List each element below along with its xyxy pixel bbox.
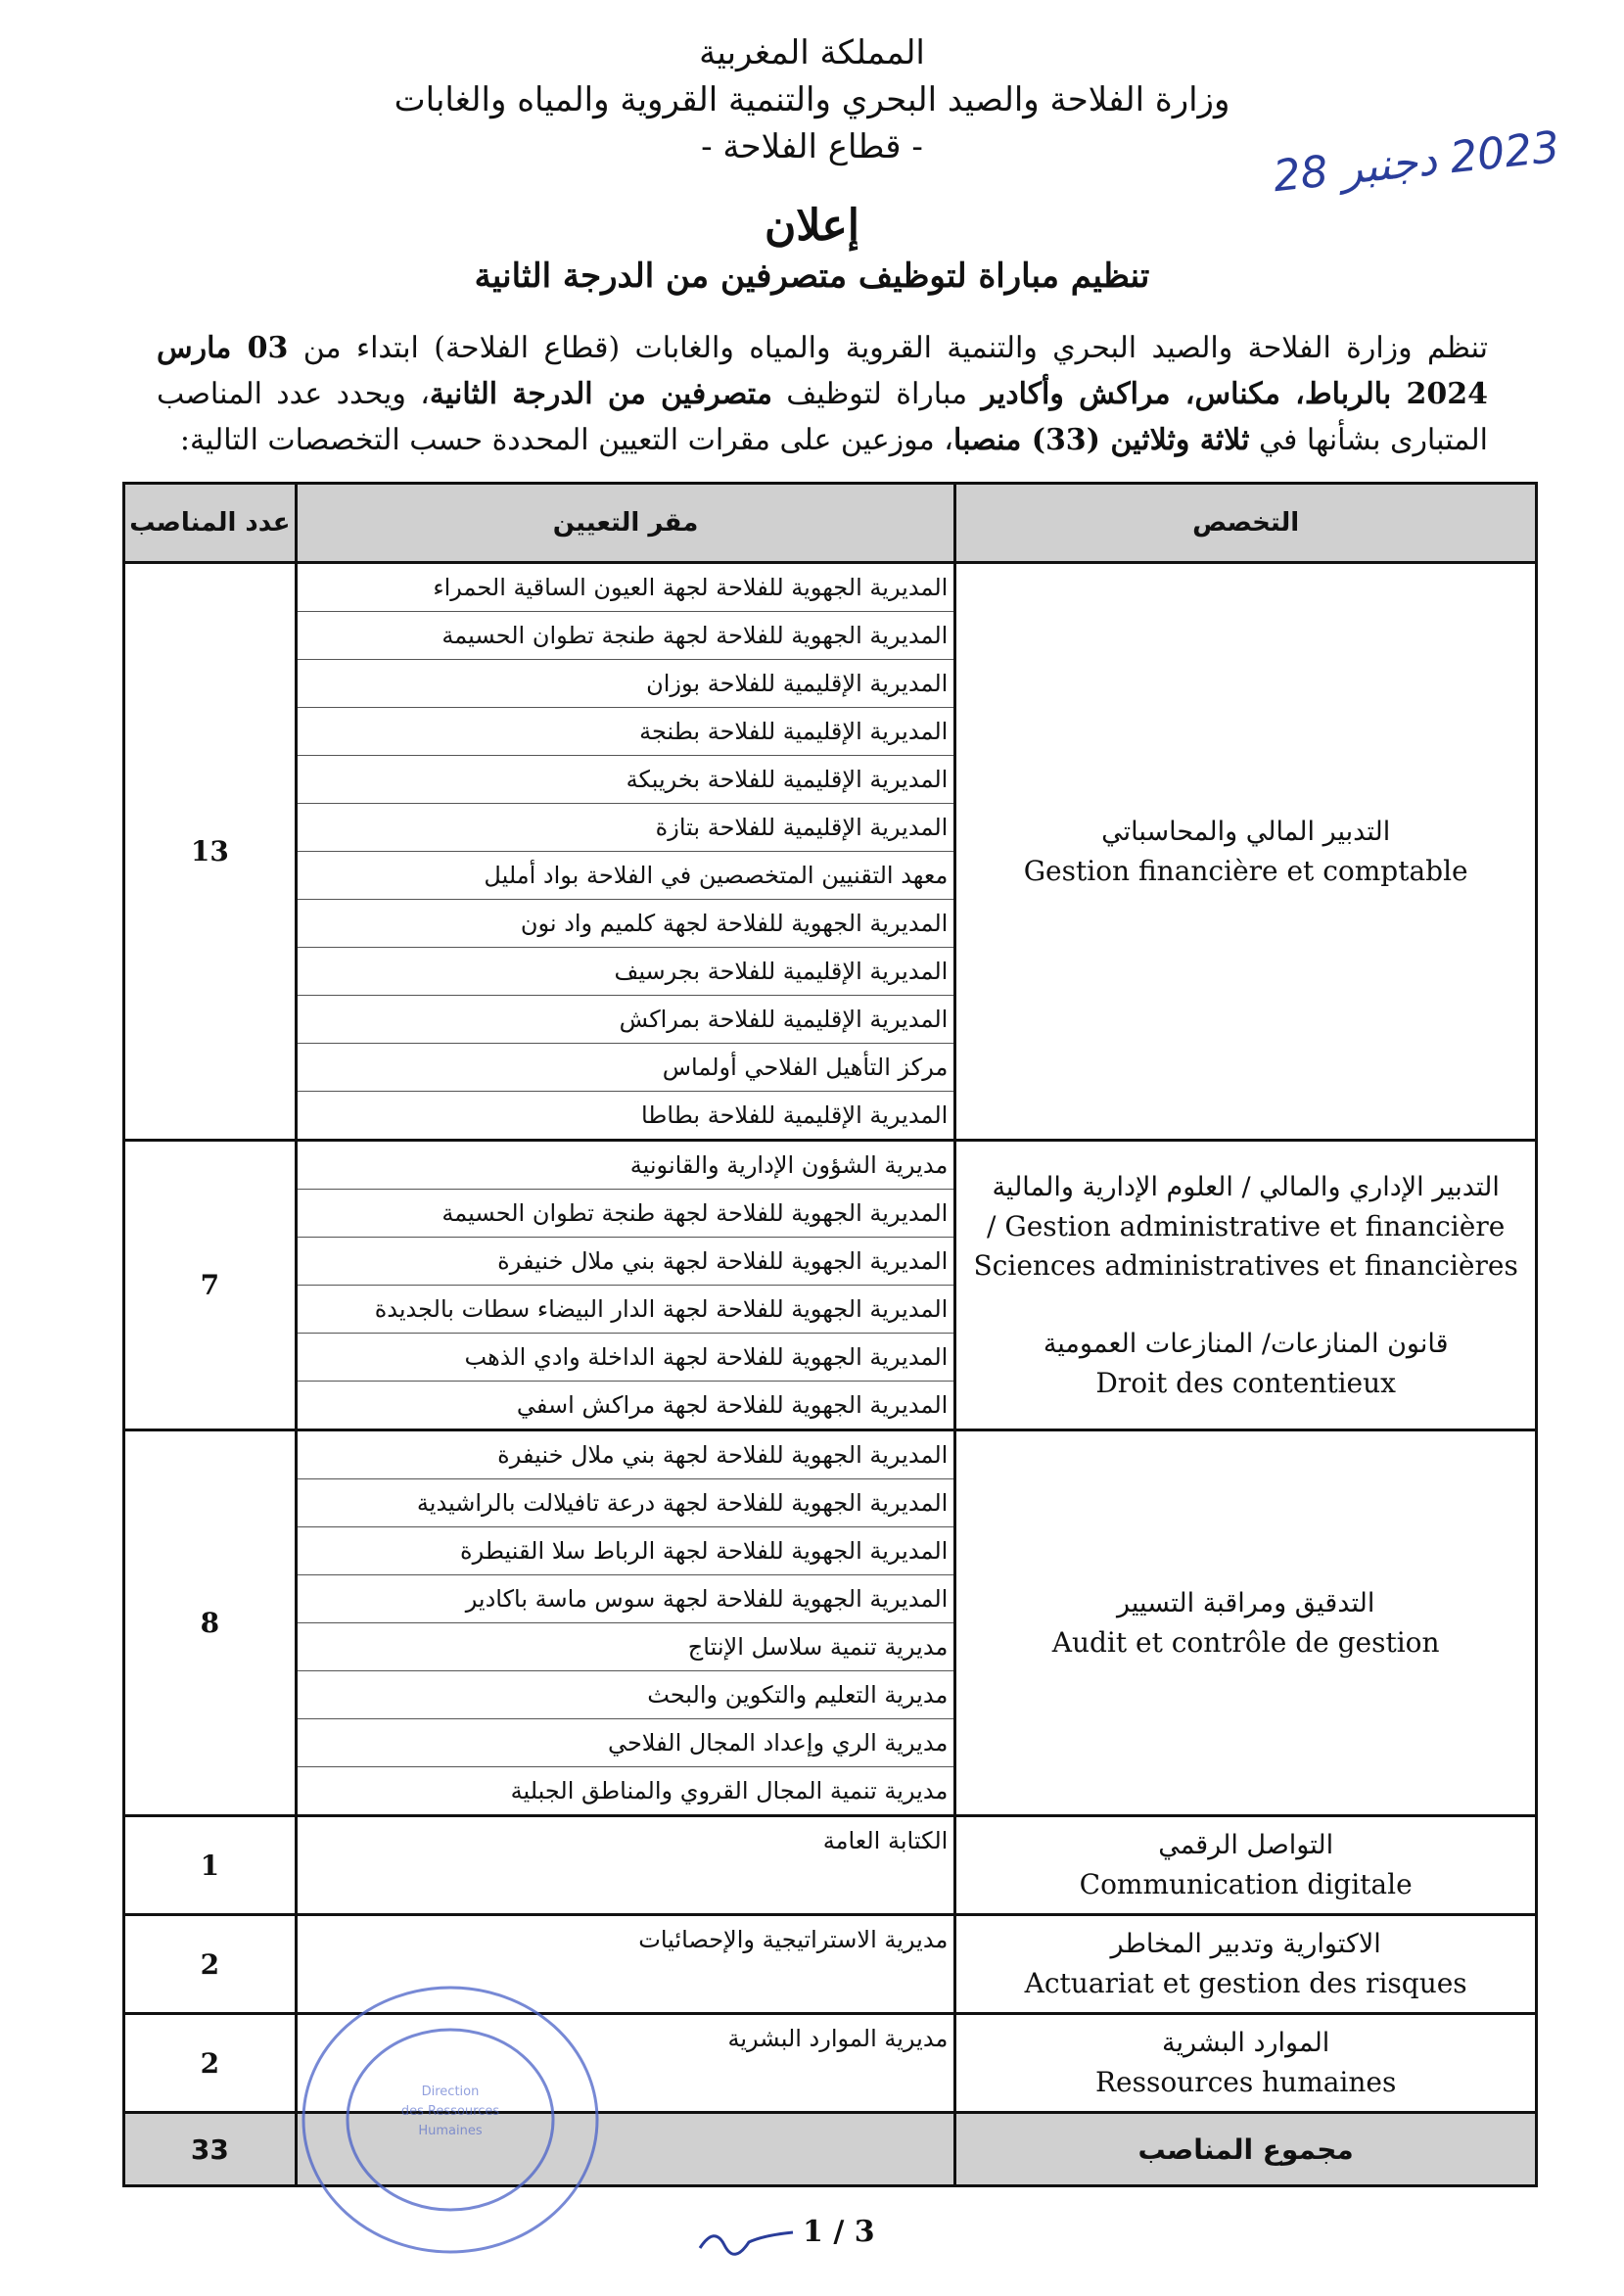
official-stamp — [294, 1978, 607, 2262]
total-count: 33 — [124, 2113, 297, 2186]
place-item: المديرية الإقليمية للفلاحة بمراكش — [298, 996, 954, 1044]
specialty-cell — [955, 1816, 1537, 1915]
kingdom-name: المملكة المغربية — [699, 33, 925, 72]
positions-table — [122, 482, 1538, 2187]
page-number: 1 / 3 — [803, 2215, 875, 2249]
specialty-ar: التدبير المالي والمحاسباتي — [1101, 816, 1391, 847]
table-header-row — [124, 484, 1537, 563]
place-item: المديرية الجهوية للفلاحة لجهة العيون الساقية الحمراء — [298, 564, 954, 612]
ministry-name: وزارة الفلاحة والصيد البحري والتنمية القروية والمياه والغابات — [394, 80, 1230, 119]
places-cell — [296, 1816, 955, 1915]
specialty-ar-2: قانون المنازعات/ المنازعات العمومية — [1043, 1328, 1449, 1359]
header-count: عدد المناصب — [124, 484, 297, 563]
header-place: مقر التعيين — [296, 484, 955, 563]
places-cell — [296, 1430, 955, 1816]
svg-text:Direction: Direction — [421, 2085, 480, 2099]
specialty-fr: Actuariat et gestion des risques — [1024, 1967, 1467, 1999]
place-item: مديرية الموارد البشرية — [727, 2025, 949, 2052]
count-cell: 13 — [124, 563, 297, 1141]
specialty-cell — [955, 1915, 1537, 2014]
intro-text-3: ، ويحدد عدد المناصب المتبارى بشأنها في — [157, 377, 1488, 457]
table-row — [124, 1816, 1537, 1915]
place-item: المديرية الجهوية للفلاحة لجهة طنجة تطوان الحسيمة — [298, 612, 954, 660]
place-item: مديرية التعليم والتكوين والبحث — [298, 1671, 954, 1719]
initials-signature — [695, 2221, 803, 2260]
place-item: المديرية الجهوية للفلاحة لجهة درعة تافيلالت بالراشيدية — [298, 1479, 954, 1527]
svg-text:Humaines: Humaines — [418, 2124, 483, 2138]
place-item: مركز التأهيل الفلاحي أولماس — [298, 1044, 954, 1092]
specialty-fr: Audit et contrôle de gestion — [1051, 1625, 1440, 1659]
specialty-fr: Gestion financière et comptable — [1023, 854, 1468, 887]
place-item: مديرية الاستراتيجية والإحصائيات — [638, 1926, 949, 1953]
intro-count: ثلاثة وثلاثين (33) منصبا — [952, 423, 1250, 457]
specialty-ar: التدبير الإداري والمالي / العلوم الإدارية والمالية — [992, 1171, 1500, 1202]
specialty-fr-2: Sciences administratives et financières — [973, 1248, 1518, 1282]
intro-date: 03 مارس 2024 — [157, 331, 1488, 411]
place-item: مديرية تنمية سلاسل الإنتاج — [298, 1623, 954, 1671]
handwritten-date: 2023 دجنبر 28 — [1271, 121, 1562, 203]
table-row — [124, 563, 1537, 1141]
intro-paragraph — [157, 325, 1488, 463]
sector-name: - قطاع الفلاحة - — [701, 127, 923, 166]
specialty-fr: Communication digitale — [1079, 1868, 1413, 1900]
place-item: المديرية الإقليمية للفلاحة بطنجة — [298, 708, 954, 756]
total-label: مجموع المناصب — [955, 2113, 1537, 2186]
place-item: مديرية الري وإعداد المجال الفلاحي — [298, 1719, 954, 1767]
place-item: المديرية الإقليمية للفلاحة بجرسيف — [298, 948, 954, 996]
announcement-title: إعلان — [764, 201, 860, 251]
table-row — [124, 1430, 1537, 1816]
place-item: المديرية الجهوية للفلاحة لجهة الداخلة وادي الذهب — [298, 1334, 954, 1382]
place-item: المديرية الجهوية للفلاحة لجهة بني ملال خنيفرة — [298, 1431, 954, 1479]
count-cell: 7 — [124, 1141, 297, 1430]
announcement-subtitle: تنظيم مباراة لتوظيف متصرفين من الدرجة الثانية — [474, 257, 1150, 296]
place-item: معهد التقنيين المتخصصين في الفلاحة بواد أمليل — [298, 852, 954, 900]
place-item: المديرية الجهوية للفلاحة لجهة الدار البيضاء سطات بالجديدة — [298, 1286, 954, 1334]
specialty-cell — [955, 1141, 1537, 1430]
places-cell — [296, 563, 955, 1141]
specialty-fr-3: Droit des contentieux — [1095, 1366, 1396, 1399]
intro-rank: متصرفين من الدرجة الثانية — [429, 377, 772, 411]
place-item: المديرية الجهوية للفلاحة لجهة مراكش اسفي — [516, 1391, 949, 1419]
place-item: المديرية الجهوية للفلاحة لجهة طنجة تطوان الحسيمة — [298, 1190, 954, 1238]
place-item: المديرية الإقليمية للفلاحة بوزان — [298, 660, 954, 708]
place-item: مديرية الشؤون الإدارية والقانونية — [298, 1142, 954, 1190]
intro-cities: بالرباط، مكناس، مراكش وأكادير — [981, 377, 1407, 411]
count-cell: 2 — [124, 2014, 297, 2113]
place-item: المديرية الجهوية للفلاحة لجهة كلميم واد نون — [298, 900, 954, 948]
specialty-ar: الموارد البشرية — [1162, 2028, 1330, 2058]
count-cell: 2 — [124, 1915, 297, 2014]
specialty-ar: التواصل الرقمي — [1158, 1830, 1334, 1860]
specialty-ar: التدقيق ومراقبة التسيير — [1116, 1587, 1375, 1618]
specialty-ar: الاكتوارية وتدبير المخاطر — [1110, 1929, 1381, 1959]
specialty-fr: Gestion administrative et financière / — [987, 1209, 1506, 1242]
svg-text:des Ressources: des Ressources — [400, 2104, 500, 2119]
place-item: المديرية الجهوية للفلاحة لجهة الرباط سلا القنيطرة — [298, 1527, 954, 1575]
specialty-fr: Ressources humaines — [1094, 2066, 1397, 2098]
place-item: مديرية تنمية المجال القروي والمناطق الجبلية — [510, 1777, 949, 1804]
header-specialty: التخصص — [955, 484, 1537, 563]
intro-text-2: مباراة لتوظيف — [771, 377, 982, 411]
place-item: المديرية الإقليمية للفلاحة بطاطا — [640, 1101, 949, 1129]
place-item: المديرية الجهوية للفلاحة لجهة بني ملال خنيفرة — [298, 1238, 954, 1286]
place-item: المديرية الإقليمية للفلاحة بخريبكة — [298, 756, 954, 804]
place-item: المديرية الإقليمية للفلاحة بتازة — [298, 804, 954, 852]
specialty-cell — [955, 563, 1537, 1141]
specialty-cell — [955, 1430, 1537, 1816]
place-item: المديرية الجهوية للفلاحة لجهة سوس ماسة باكادير — [298, 1575, 954, 1623]
intro-text-4: ، موزعين على مقرات التعيين المحددة حسب التخصصات التالية: — [179, 423, 953, 457]
spacer — [957, 1286, 1534, 1325]
places-cell — [296, 1141, 955, 1430]
specialty-cell — [955, 2014, 1537, 2113]
count-cell: 1 — [124, 1816, 297, 1915]
intro-text-1: تنظم وزارة الفلاحة والصيد البحري والتنمية القروية والمياه والغابات (قطاع الفلاحة) ابتداء من — [288, 331, 1488, 365]
count-cell: 8 — [124, 1430, 297, 1816]
place-item: الكتابة العامة — [822, 1827, 949, 1854]
table-row — [124, 1141, 1537, 1430]
